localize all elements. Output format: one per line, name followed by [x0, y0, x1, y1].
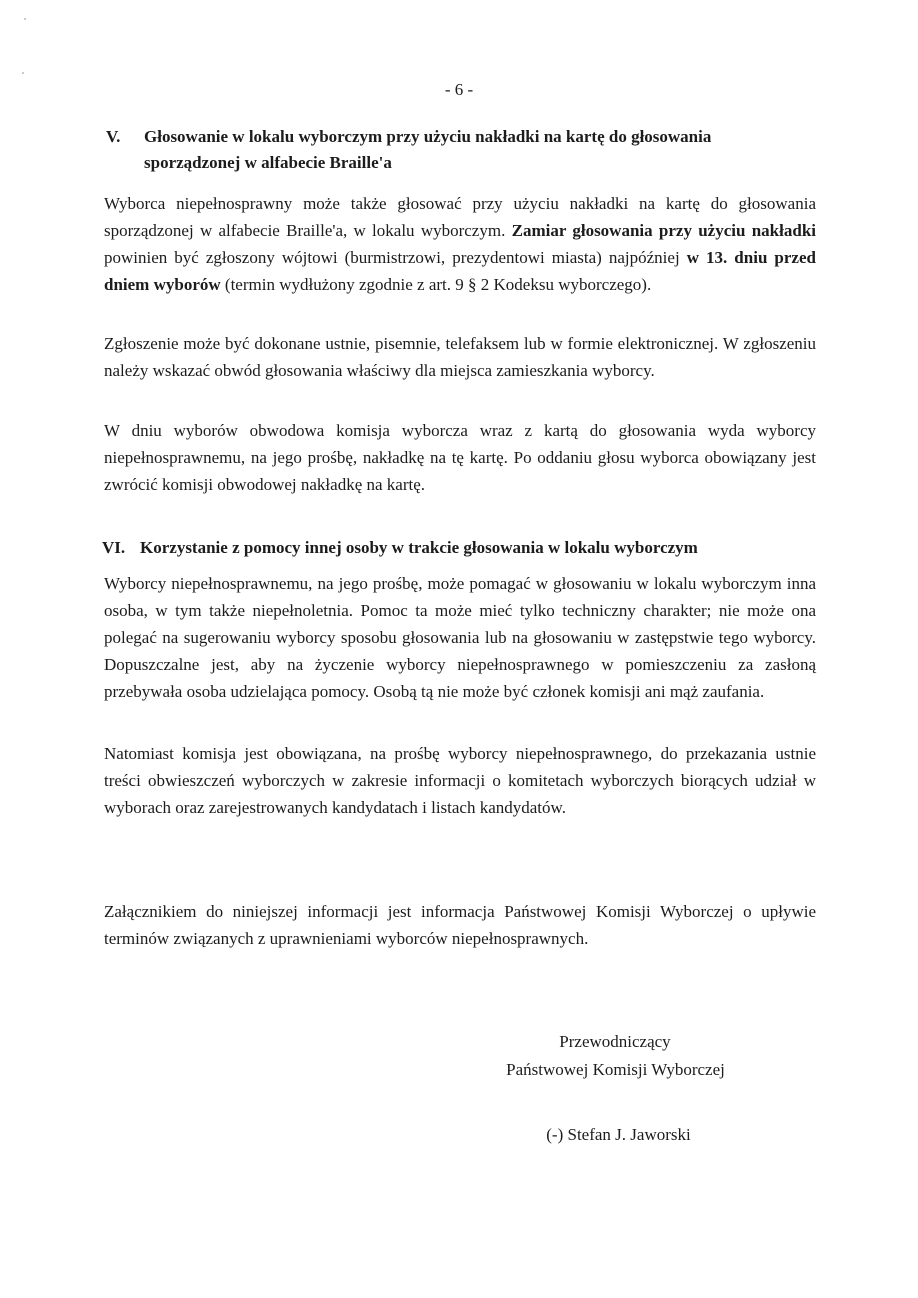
- section-vi-paragraph-2: Natomiast komisja jest obowiązana, na prośbę wyborcy niepełnosprawnego, do przekazania ustnie treści obwieszczeń wyborczych w zakresie informacji o komitetach wyborczych biorących udział w wyborach oraz zarejestrowanych kandydatach i listach kandydatów.: [104, 744, 816, 817]
- attachment-note: Załącznikiem do niniejszej informacji jest informacja Państwowej Komisji Wyborczej o upływie terminów związanych z uprawnieniami wyborców niepełnosprawnych.: [104, 902, 816, 948]
- section-v-paragraph-1: Wyborca niepełnosprawny może także głosować przy użyciu nakładki na kartę do głosowania sporządzonej w alfabecie Braille'a, w lokalu wyborczym. Zamiar głosowania przy użyciu nakładki powinien być zgłoszony wójtowi (burmistrzowi, prezydentowi miasta) najpóźniej w 13. dniu przed dniem wyborów (termin wydłużony zgodnie z art. 9 § 2 Kodeksu wyborczego).: [104, 194, 816, 294]
- bold-emphasis: w 13. dniu przed dniem wyborów: [104, 248, 816, 294]
- section-v-paragraph-3: W dniu wyborów obwodowa komisja wyborcza wraz z kartą do głosowania wyda wyborcy niepełnosprawnemu, na jego prośbę, nakładkę na tę kartę. Po oddaniu głosu wyborca obowiązany jest zwrócić komisji obwodowej nakładkę na kartę.: [104, 421, 816, 494]
- section-v-paragraph-2: Zgłoszenie może być dokonane ustnie, pisemnie, telefaksem lub w formie elektronicznej. W zgłoszeniu należy wskazać obwód głosowania właściwy dla miejsca zamieszkania wyborcy.: [104, 334, 816, 380]
- signature-title-line1: Przewodniczący: [559, 1032, 671, 1051]
- section-v-heading: [106, 124, 826, 176]
- bold-emphasis: Zamiar głosowania przy użyciu nakładki: [511, 221, 816, 240]
- scan-speck: [24, 18, 26, 20]
- scan-speck: [22, 72, 24, 74]
- section-vi-title: Korzystanie z pomocy innej osoby w trakcie głosowania w lokalu wyborczym: [140, 538, 698, 557]
- signature-name: (-) Stefan J. Jaworski: [546, 1125, 691, 1144]
- section-v-number: V.: [106, 127, 121, 146]
- page-number: - 6 -: [444, 80, 474, 99]
- signature-title-line2: Państwowej Komisji Wyborczej: [506, 1060, 725, 1079]
- section-vi-number: VI.: [102, 538, 126, 557]
- section-v-title-line2: sporządzonej w alfabecie Braille'a: [144, 153, 392, 172]
- section-vi-paragraph-1: Wyborcy niepełnosprawnemu, na jego prośbę, może pomagać w głosowaniu w lokalu wyborczym inna osoba, w tym także niepełnoletnia. Pomoc ta może mieć tylko techniczny charakter; nie może ona polegać na sugerowaniu wyborcy sposobu głosowania lub na głosowaniu w zastępstwie tego wyborcy. Dopuszczalne jest, aby na życzenie wyborcy niepełnosprawnego w pomieszczeniu za zasłoną przebywała osoba udzielająca pomocy. Osobą tą nie może być członek komisji ani mąż zaufania.: [104, 574, 816, 701]
- section-v-title-line1: Głosowanie w lokalu wyborczym przy użyciu nakładki na kartę do głosowania: [144, 127, 712, 146]
- section-vi-heading: [102, 535, 822, 561]
